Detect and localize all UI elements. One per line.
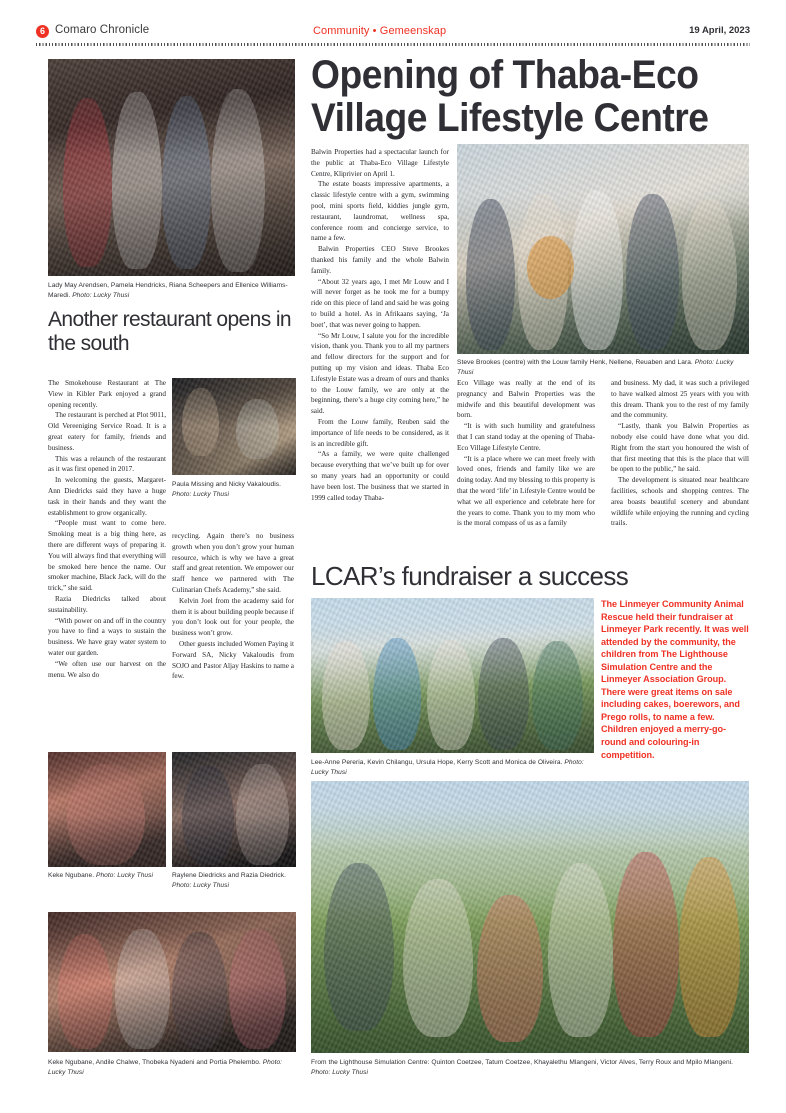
caption-text: Keke Ngubane, Andile Chalwe, Thobeka Nyadeni and Portia Phelembo.	[48, 1059, 261, 1066]
paragraph: and business. My dad, it was such a privileged to have walked almost 25 years with you with this dream. Thank you to the rest of my family and the community.	[611, 379, 749, 420]
paragraph: “With power on and off in the country you have to find a ways to sustain the business. We have gray water system to water our garden.	[48, 616, 166, 657]
caption-credit-label: Photo:	[262, 1059, 283, 1066]
caption-lcar-volunteers	[311, 758, 589, 777]
caption-credit-name: Lucky Thusi	[311, 768, 347, 776]
caption-credit-name: Lucky Thusi	[117, 872, 153, 879]
paragraph: “So Mr Louw, I salute you for the incredible vision, thank you. Thank you to all my partners and fellow directors for the support and for putting up my vision and ideas. Thaba Eco Lifestyle Estate was a dream of ours and thanks to the Louw family, we are only at the beginning, there’s a huge city coming here,” he said.	[311, 331, 449, 416]
caption-credit-name: Lucky Thusi	[457, 359, 734, 376]
paragraph: “About 32 years ago, I met Mr Louw and I will never forget as he took me for a bumpy ride on this piece of land and said he was going to build a hotel. As in Afrikaans saying, ‘Ja boet’, that was never going to happen.	[311, 277, 449, 329]
thaba-eco-column-3	[611, 378, 749, 529]
paragraph: Balwin Properties CEO Steve Brookes thanked his family and the whole Balwin family.	[311, 245, 449, 275]
caption-text: From the Lighthouse Simulation Centre: Quinton Coetzee, Tatum Coetzee, Khayalethu Mlangeni, Victor Alves, Terry Roux and Mpilo Mlangeni.	[311, 1059, 734, 1066]
headline-restaurant: Another restaurant opens in the south	[48, 308, 291, 355]
paragraph: Razia Diedricks talked about sustainability.	[48, 594, 166, 614]
paragraph: Kelvin Joel from the academy said for them it is about building people because if you don’t look out for your people, the business won’t grow.	[172, 596, 294, 638]
paragraph: Balwin Properties had a spectacular launch for the public at Thaba-Eco Village Lifestyle Centre, Kliprivier on April 1.	[311, 148, 449, 178]
headline-lcar: LCAR’s fundraiser a success	[311, 561, 629, 591]
photo-lcar-volunteers	[311, 598, 594, 753]
headline-thaba-eco-line2: Village Lifestyle Centre	[311, 96, 709, 140]
paper-name: Comaro Chronicle	[55, 24, 150, 36]
paragraph: The Smokehouse Restaurant at The View in Kibler Park enjoyed a grand opening recently.	[48, 379, 166, 409]
paragraph: In welcoming the guests, Margaret-Ann Diedricks said they have a huge task in their hands and they want the establishment to grow organically.	[48, 476, 166, 517]
caption-credit-label: Photo:	[172, 490, 192, 498]
caption-credit-name: Lucky Thusi	[93, 291, 130, 299]
paragraph: “As a family, we were quite challenged because everything that we’ve built up for over so many years had an opportunity or could have been lost. The business that we started in 1999 called today Thaba-	[311, 450, 449, 502]
restaurant-column-1	[48, 378, 166, 680]
caption-credit-name: Lucky Thusi	[193, 881, 229, 889]
photo-paula-nicky	[172, 378, 296, 475]
issue-date: 19 April, 2023	[689, 25, 750, 36]
paragraph: From the Louw family, Reuben said the importance of life needs to be considered, as it is an incredible gift.	[311, 417, 449, 448]
caption-text: Paula Missing and Nicky Vakaloudis.	[172, 481, 282, 488]
caption-keke-ngubane	[48, 871, 160, 881]
paragraph: “Lastly, thank you Balwin Properties as nobody else could have done what you did. Right from the start you honoured the wish of that first meeting that this is the place that will be open to the public,” he said.	[611, 422, 749, 474]
paragraph: The estate boasts impressive apartments, a classic lifestyle centre with a gym, swimming pool, mini sports field, kiddies jungle gym, restaurant, laundromat, wellness spa, conference room and concierge service, to name a few.	[311, 180, 449, 243]
caption-credit-name: Lucky Thusi	[48, 1068, 84, 1076]
page-number-badge: 6	[36, 25, 49, 38]
paragraph: The development is situated near healthcare facilities, schools and shopping centres. The area boasts beautiful scenery and abundant wildlife while enjoying the running and cycling trails.	[611, 476, 749, 528]
thaba-eco-column-2	[457, 378, 595, 529]
photo-restaurant-group-four	[48, 912, 296, 1052]
paragraph: “It is with such humility and gratefulness that I can stand today at the opening of Thaba-Eco Village Lifestyle Centre.	[457, 422, 595, 452]
caption-credit-label: Photo:	[72, 291, 92, 299]
paragraph: This was a relaunch of the restaurant as it was first opened in 2017.	[48, 454, 166, 474]
caption-lighthouse-simulation-centre	[311, 1058, 749, 1077]
paragraph: The restaurant is perched at Plot 9011, Old Vereeniging Service Road. It is a great eatery for family, friends and business.	[48, 411, 166, 452]
caption-raylene-razia	[172, 871, 292, 890]
caption-credit-label: Photo:	[96, 872, 116, 879]
caption-credit-label: Photo:	[564, 759, 584, 766]
section-name: Community • Gemeenskap	[313, 25, 447, 37]
caption-text: Lady May Arendsen, Pamela Hendricks, Riana Scheepers and Ellenice Williams-Maredi.	[48, 282, 288, 299]
caption-credit-label: Photo:	[311, 1068, 331, 1076]
caption-credit-label: Photo:	[694, 359, 715, 366]
photo-lighthouse-simulation-centre	[311, 781, 749, 1053]
caption-credit-label: Photo:	[172, 881, 192, 889]
photo-keke-ngubane	[48, 752, 166, 867]
restaurant-column-2	[172, 531, 294, 682]
paragraph: The Linmeyer Community Animal Rescue held their fundraiser at Linmeyer Park recently. It was well attended by the community, the children from The Lighthouse Simulation Centre and the Linmeyer Association Group.	[601, 599, 749, 685]
caption-paula-nicky	[172, 480, 298, 499]
caption-text: Raylene Diedricks and Razia Diedrick.	[172, 872, 286, 879]
caption-credit-name: Lucky Thusi	[332, 1068, 368, 1076]
caption-restaurant-group-four	[48, 1058, 294, 1077]
headline-thaba-eco-line1: Opening of Thaba-Eco	[311, 53, 699, 97]
paragraph: Other guests included Women Paying it Forward SA, Nicky Vakaloudis from SOJO and Pastor Aljay Haskins to name a few.	[172, 639, 294, 681]
caption-steve-brookes	[457, 358, 749, 377]
lcar-red-text	[601, 598, 751, 761]
caption-text: Keke Ngubane.	[48, 872, 95, 879]
paragraph: There were great items on sale including cakes, boerewors, and Prego rolls, to name a few. Children enjoyed a merry-go-round and colouring-in competition.	[601, 686, 740, 760]
photo-steve-brookes-louw-family	[457, 144, 749, 354]
caption-credit-name: Lucky Thusi	[193, 490, 229, 498]
caption-restaurant-ladies	[48, 281, 298, 300]
caption-text: Lee-Anne Pereria, Kevin Chilangu, Ursula Hope, Kerry Scott and Monica de Oliveira.	[311, 759, 563, 766]
paragraph: Eco Village was really at the end of its pregnancy and Balwin Properties was the midwife and this beautiful development was born.	[457, 379, 595, 420]
photo-raylene-razia	[172, 752, 296, 867]
paragraph: “People must want to come here. Smoking meat is a big thing here, as there are different ways of preparing it. You will always find that everything will be smoked here hence the name. Our smoker machine, Black Jack, will do the trick,” she said.	[48, 519, 166, 593]
masthead-divider	[36, 43, 750, 46]
paragraph: recycling. Again there’s no business growth when you don’t grow your human resource, which is why we have a great staff and great retention. We empower our staff hence we partnered with The Culinarian Chefs Academy,” she said.	[172, 532, 294, 594]
paragraph: “We often use our harvest on the menu. We also do	[48, 659, 166, 679]
thaba-eco-column-1	[311, 147, 449, 503]
paragraph: “It is a place where we can meet freely with loved ones, friends and family like we are doing today. And my blessing to this property is that the word ‘life’ in Lifestyle Centre would be what we all experience and celebrate here for the years to come. Thank you to my mom who is the moral compass of us as a family	[457, 454, 595, 528]
caption-text: Steve Brookes (centre) with the Louw family Henk, Nellene, Reuaben and Lara.	[457, 359, 693, 366]
photo-restaurant-ladies	[48, 59, 295, 276]
